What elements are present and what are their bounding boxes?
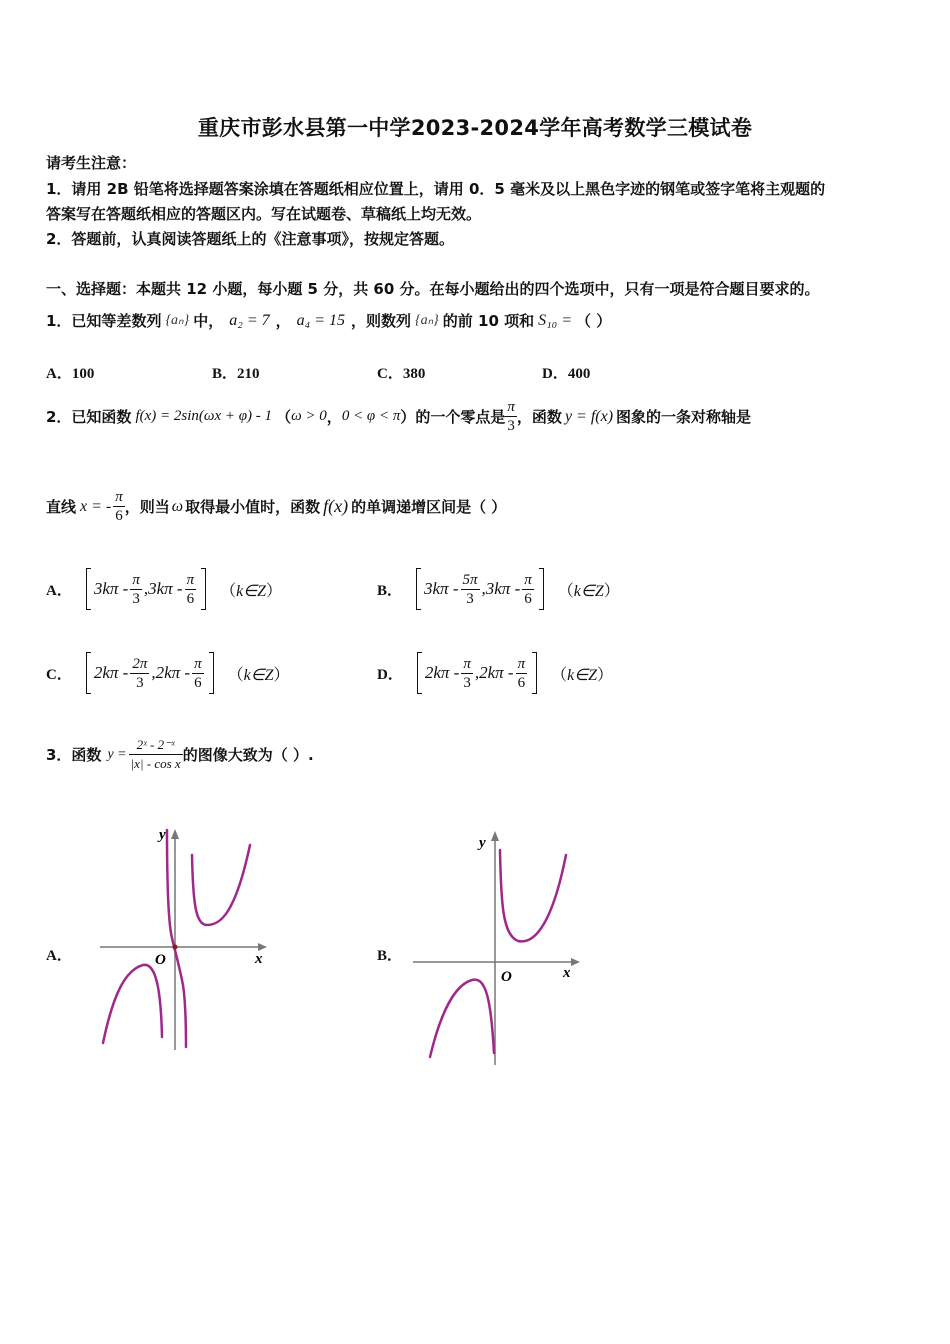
- q3-graph-a[interactable]: [95, 825, 275, 1055]
- q2-cond-phi: 0 < φ < π: [341, 408, 401, 424]
- interval: [86, 568, 206, 610]
- curve-left-branch: [430, 980, 494, 1057]
- y-axis-arrow-icon: [171, 829, 179, 839]
- q3-graph-b[interactable]: [408, 825, 588, 1070]
- q1-sequence: {aₙ}: [165, 313, 190, 328]
- q1-option-d[interactable]: [542, 362, 590, 383]
- option-text: 210: [237, 366, 260, 382]
- q1-s10: S₁₀ =: [538, 311, 573, 329]
- q3-end: 的图像大致为（ ）.: [182, 746, 314, 764]
- fraction-numerator: π: [132, 571, 140, 588]
- q2-line2-mid: ，则当: [124, 498, 170, 516]
- k-in-z: （k∈Z）: [557, 582, 620, 600]
- q3-prefix: 3．函数: [46, 746, 102, 764]
- interval-left: 2kπ -: [424, 663, 460, 682]
- option-label: C．: [377, 366, 403, 382]
- curve-middle-branch: [167, 830, 186, 1047]
- interval: [417, 652, 537, 694]
- option-text: 100: [71, 366, 95, 382]
- question-2-line-1: [46, 398, 751, 435]
- q2-x-eq: x = -: [80, 497, 112, 515]
- q2-line2-prefix: 直线: [46, 498, 77, 516]
- interval-left: 2kπ -: [93, 663, 129, 682]
- option-label: C．: [46, 666, 72, 683]
- option-text: 380: [402, 366, 426, 382]
- q2-cond-open: （: [276, 408, 292, 426]
- q3-option-b-label: B．: [377, 948, 403, 964]
- q2-option-b[interactable]: [377, 568, 620, 610]
- q3-y-eq: y =: [107, 746, 127, 762]
- fraction-denominator: 6: [115, 508, 123, 524]
- fraction-numerator: π: [115, 489, 123, 505]
- fraction-denominator: 6: [517, 674, 526, 691]
- q2-fx: f(x): [323, 496, 349, 516]
- fraction-denominator: 3: [132, 590, 140, 607]
- fraction-denominator: 6: [194, 674, 202, 691]
- k-in-z: （k∈Z）: [551, 666, 614, 684]
- q3-fraction: [129, 736, 183, 773]
- fraction-numerator: π: [507, 399, 515, 415]
- option-label: D．: [542, 366, 568, 382]
- origin-label: O: [501, 969, 512, 985]
- q1-a2: a₂ = 7: [229, 311, 270, 329]
- x-axis-label: x: [255, 951, 263, 967]
- q2-cond-omega: ω > 0: [291, 408, 327, 424]
- q2-option-a[interactable]: [46, 568, 282, 610]
- q1-mid2: ，则数列: [350, 312, 411, 330]
- q1-end: （ ）: [576, 312, 612, 330]
- option-text: 400: [567, 366, 591, 382]
- fraction-numerator: π: [524, 571, 532, 588]
- q1-sequence-2: {aₙ}: [415, 313, 439, 328]
- fraction-denominator: |x| - cos x: [130, 756, 181, 771]
- x-axis-arrow-icon: [571, 958, 580, 966]
- fraction-numerator: π: [194, 655, 202, 672]
- fraction-numerator: π: [186, 571, 195, 588]
- q2-cond-comma: ，: [326, 408, 342, 426]
- notice-line-1: 1．请用 2B 铅笔将选择题答案涂填在答题纸相应位置上，请用 0．5 毫米及以上黑色字迹的钢笔或签字笔将主观题的: [46, 180, 826, 198]
- fraction-numerator: π: [463, 655, 471, 672]
- fraction-denominator: 3: [466, 590, 474, 607]
- q2-option-d[interactable]: [377, 652, 613, 694]
- q3-option-a-label: A．: [46, 948, 72, 964]
- q2-yfx: y = f(x): [564, 407, 614, 425]
- q2-line2-end: 的单调递增区间是（ ）: [351, 498, 507, 516]
- interval-right: ,3kπ -: [143, 579, 183, 598]
- q2-omega: ω: [171, 497, 184, 515]
- interval-left: 3kπ -: [424, 579, 459, 598]
- option-label: A．: [46, 366, 72, 382]
- q2-cond-close: ）: [400, 408, 416, 426]
- q1-comma: ，: [275, 312, 291, 330]
- curve-left-branch: [103, 965, 162, 1043]
- question-3: [46, 736, 314, 773]
- fraction-denominator: 6: [524, 590, 532, 607]
- q2-function: f(x) = 2sin(ωx + φ) - 1: [135, 408, 273, 424]
- origin-point: [173, 945, 178, 950]
- question-1: [46, 310, 611, 331]
- fraction-denominator: 3: [136, 674, 144, 691]
- fraction-denominator: 3: [507, 418, 515, 434]
- curve-right-branch: [192, 845, 250, 925]
- q1-a4: a₄ = 15: [296, 311, 345, 329]
- section-heading: 一、选择题：本题共 12 小题，每小题 5 分，共 60 分。在每小题给出的四个选项中，只有一项是符合题目要求的。: [46, 280, 820, 298]
- k-in-z: （k∈Z）: [220, 582, 283, 600]
- q2-zero-fraction: [505, 398, 517, 435]
- y-axis-arrow-icon: [491, 831, 499, 841]
- interval: [86, 652, 214, 694]
- q1-option-b[interactable]: [212, 362, 260, 383]
- page-title: 重庆市彭水县第一中学2023-2024学年高考数学三模试卷: [197, 116, 753, 140]
- option-label: B．: [212, 366, 238, 382]
- interval-right: ,2kπ -: [474, 663, 514, 682]
- q2-option-c[interactable]: [46, 652, 290, 694]
- q2-x-fraction: [113, 488, 125, 525]
- q2-prefix: 2．已知函数: [46, 408, 132, 426]
- notice-line-2: 答案写在答题纸相应的答题区内。写在试题卷、草稿纸上均无效。: [46, 205, 482, 223]
- curve-right-branch: [500, 850, 566, 941]
- k-in-z: （k∈Z）: [227, 666, 290, 684]
- k-in-z-text: k∈Z: [243, 666, 274, 684]
- fraction-numerator: π: [517, 655, 526, 672]
- fraction-denominator: 6: [186, 590, 195, 607]
- y-axis-label: y: [159, 827, 166, 843]
- k-in-z-text: k∈Z: [567, 666, 598, 684]
- q2-line2-mid2: 取得最小值时，函数: [185, 498, 321, 516]
- option-label: A．: [46, 582, 72, 599]
- k-in-z-text: k∈Z: [573, 582, 604, 600]
- x-axis-label: x: [563, 965, 571, 981]
- q2-axis-text: 图象的一条对称轴是: [616, 408, 752, 426]
- notice-line-3: 2．答题前，认真阅读答题纸上的《注意事项》，按规定答题。: [46, 230, 454, 248]
- fraction-denominator: 3: [463, 674, 471, 691]
- q1-option-c[interactable]: [377, 362, 425, 383]
- y-axis-label: y: [479, 835, 486, 851]
- q2-func-text: ，函数: [516, 408, 562, 426]
- fraction-numerator: 2ˣ - 2⁻ˣ: [129, 736, 183, 755]
- x-axis-arrow-icon: [258, 943, 267, 951]
- k-in-z-text: k∈Z: [236, 582, 267, 600]
- q1-option-a[interactable]: [46, 362, 94, 383]
- fraction-numerator: 5π: [462, 571, 478, 588]
- q1-mid1: 中，: [193, 312, 224, 330]
- interval-right: ,2kπ -: [151, 663, 191, 682]
- question-2-line-2: [46, 488, 506, 525]
- notice-heading: 请考生注意：: [46, 154, 137, 172]
- interval-left: 3kπ -: [93, 579, 129, 598]
- option-label: B．: [377, 582, 403, 599]
- interval-right: ,3kπ -: [481, 579, 521, 598]
- q2-zero-text: 的一个零点是: [415, 408, 506, 426]
- fraction-numerator: 2π: [132, 655, 148, 672]
- origin-label: O: [155, 952, 166, 968]
- q1-prefix: 1．已知等差数列: [46, 312, 162, 330]
- q1-mid3: 的前 10 项和: [442, 312, 535, 330]
- interval: [416, 568, 544, 610]
- option-label: D．: [377, 666, 403, 683]
